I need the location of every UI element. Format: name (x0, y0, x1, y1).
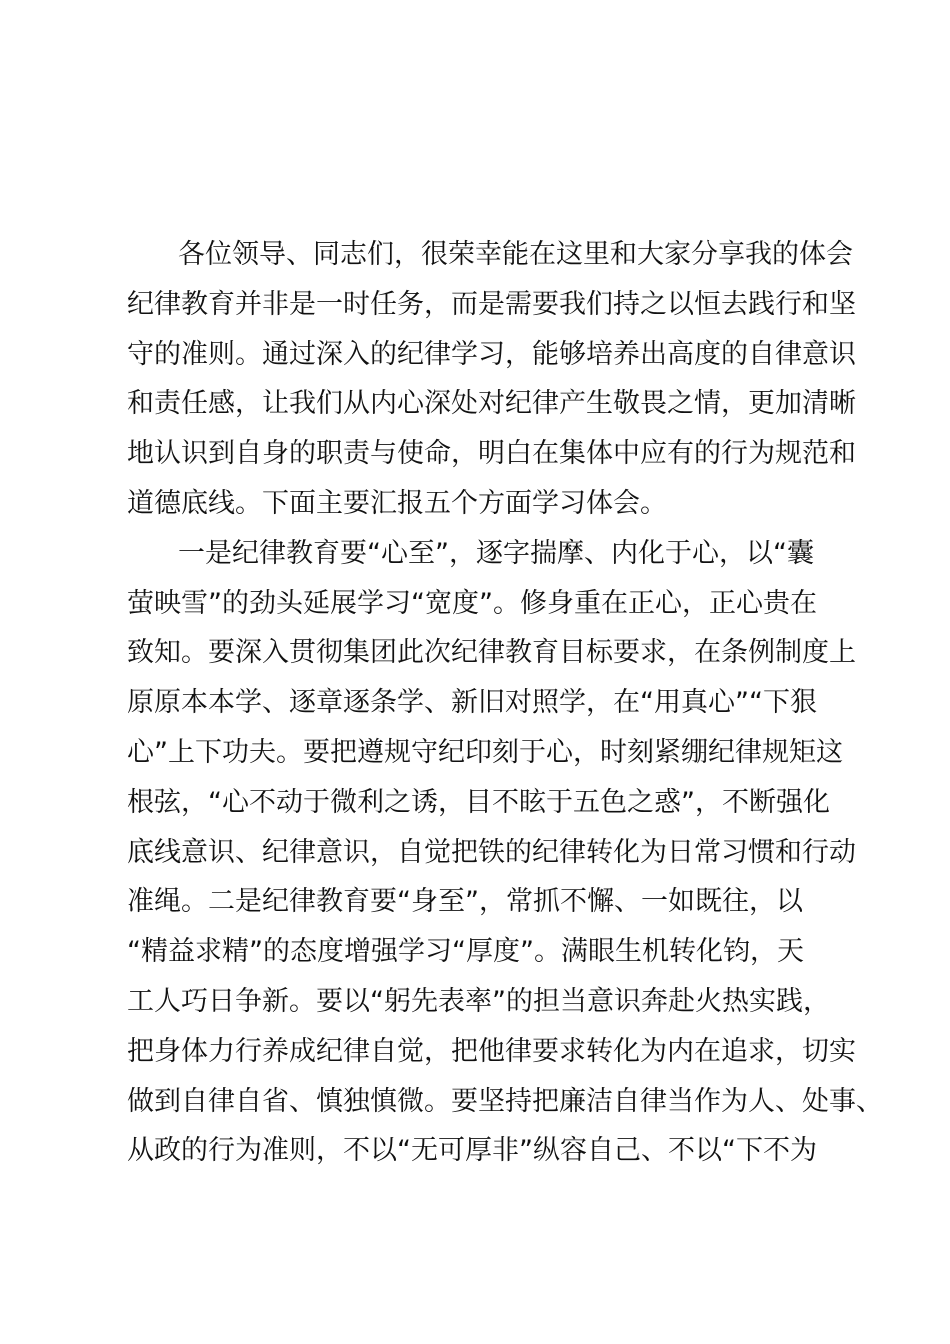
text-line: 做到自律自省、慎独慎微。要坚持把廉洁自律当作为人、处事、 (127, 1085, 883, 1117)
text-line: 工人巧日争新。要以“躬先表率”的担当意识奔赴火热实践， (127, 985, 830, 1017)
text-line: 把身体力行养成纪律自觉，把他律要求转化为内在追求，切实 (127, 1035, 856, 1067)
text-line: 底线意识、纪律意识，自觉把铁的纪律转化为日常习惯和行动 (127, 836, 856, 868)
text-line: 各位领导、同志们，很荣幸能在这里和大家分享我的体会 (178, 239, 853, 270)
text-line: 纪律教育并非是一时任务，而是需要我们持之以恒去践行和坚 (127, 288, 856, 320)
text-line: 从政的行为准则，不以“无可厚非”纵容自己、不以“下不为 (127, 1135, 817, 1167)
body-text (127, 230, 883, 1176)
text-line: “精益求精”的态度增强学习“厚度”。满眼生机转化钧，天 (127, 936, 804, 968)
text-line: 道德底线。下面主要汇报五个方面学习体会。 (127, 487, 667, 519)
text-line: 致知。要深入贯彻集团此次纪律教育目标要求，在条例制度上 (127, 637, 856, 669)
text-line: 原原本本学、逐章逐条学、新旧对照学，在“用真心”“下狠 (127, 687, 817, 719)
text-line: 根弦，“心不动于微利之诱，目不眩于五色之惑”，不断强化 (127, 786, 830, 818)
text-line: 准绳。二是纪律教育要“身至”，常抓不懈、一如既往，以 (127, 886, 803, 918)
text-line: 守的准则。通过深入的纪律学习，能够培养出高度的自律意识 (127, 338, 856, 370)
text-line: 一是纪律教育要“心至”，逐字揣摩、内化于心，以“囊 (178, 537, 814, 569)
text-line: 和责任感，让我们从内心深处对纪律产生敬畏之情，更加清晰 (127, 388, 856, 420)
text-line: 心”上下功夫。要把遵规守纪印刻于心，时刻紧绷纪律规矩这 (127, 736, 843, 768)
text-line: 地认识到自身的职责与使命，明白在集体中应有的行为规范和 (127, 438, 856, 470)
text-line: 萤映雪”的劲头延展学习“宽度”。修身重在正心，正心贵在 (127, 587, 817, 619)
